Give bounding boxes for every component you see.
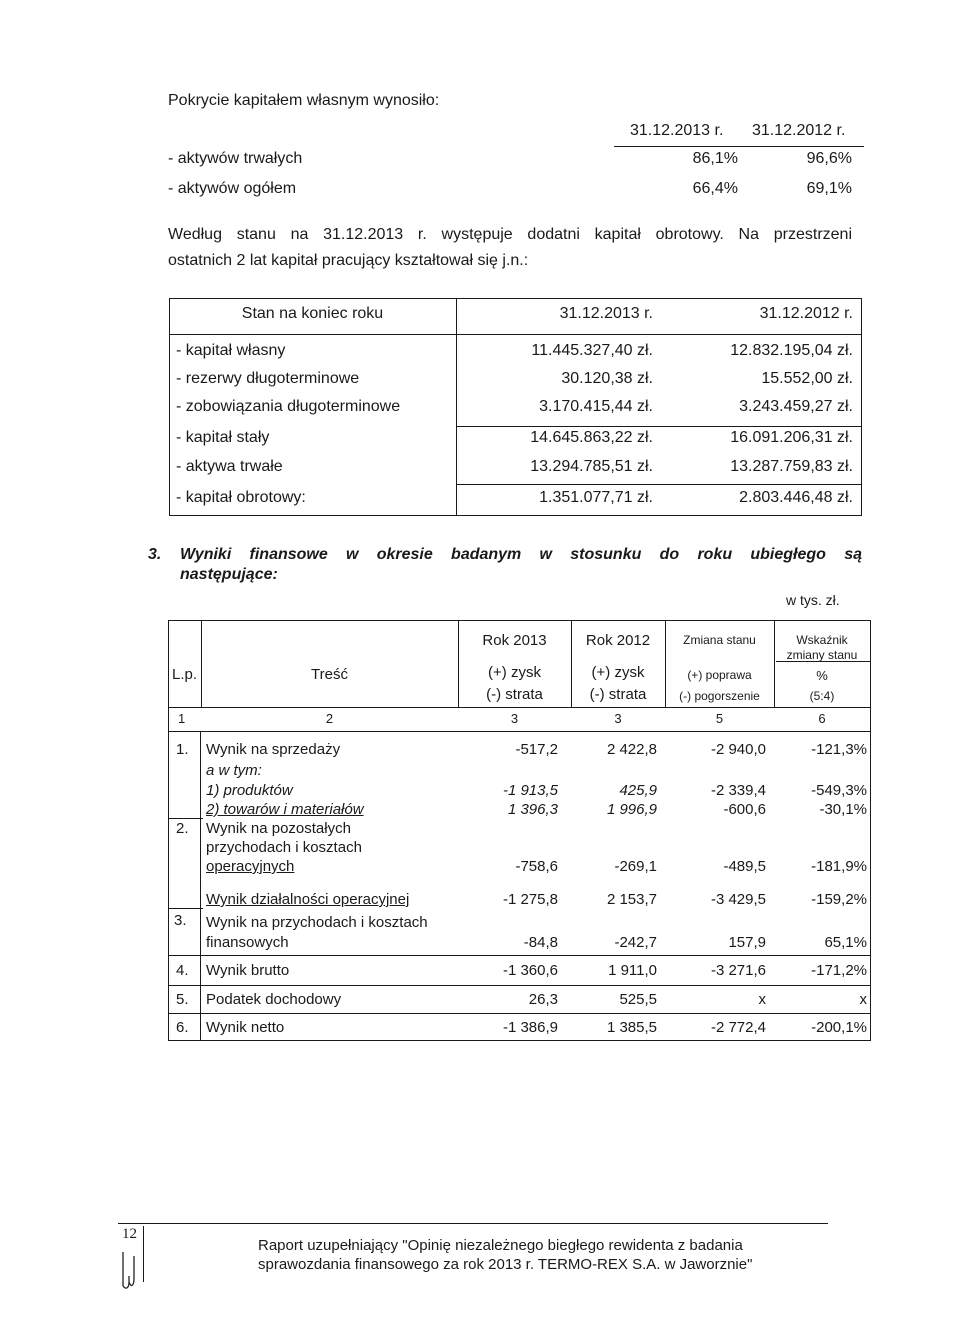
capital-row-value: 2.803.446,48 zł. — [739, 489, 853, 506]
header-strata: (-) strata — [486, 686, 543, 703]
row-label: 2) towarów i materiałów — [206, 801, 364, 818]
section-heading: następujące: — [180, 566, 278, 583]
row-value-2013: -758,6 — [515, 858, 558, 875]
row-lp: 2. — [176, 820, 189, 837]
capital-row-value: 30.120,38 zł. — [561, 370, 653, 387]
header-strata: (-) strata — [589, 686, 647, 703]
column-number: 6 — [818, 711, 826, 726]
header-percent: % — [816, 668, 828, 683]
capital-table-header-rule — [169, 334, 862, 335]
header-pogorszenie: (-) pogorszenie — [679, 689, 760, 703]
row-value-index: x — [859, 991, 867, 1008]
row-label: Wynik na sprzedaży — [206, 741, 341, 758]
header-lp: L.p. — [172, 666, 198, 683]
row-value-index: -549,3% — [811, 782, 867, 799]
header-tresc: Treść — [311, 666, 348, 683]
row-value-2013: -1 360,6 — [502, 962, 558, 979]
column-number: 3 — [614, 711, 622, 726]
capital-table-sum-rule — [456, 484, 862, 485]
capital-row-value: 3.243.459,27 zł. — [739, 398, 853, 415]
row-value-change: -3 271,6 — [710, 962, 766, 979]
results-row-rule — [168, 707, 871, 708]
row-value-index: -30,1% — [819, 801, 867, 818]
section-number: 3. — [148, 546, 162, 563]
row-value-change: -3 429,5 — [710, 891, 766, 908]
coverage-row-value: 96,6% — [806, 150, 852, 167]
row-label: Wynik na pozostałych — [206, 820, 351, 837]
capital-row-value: 11.445.327,40 zł. — [531, 342, 653, 359]
footer-text: sprawozdania finansowego za rok 2013 r. TERMO-REX S.A. w Jaworznie" — [258, 1256, 753, 1273]
row-value-2013: -517,2 — [515, 741, 558, 758]
capital-row-value: 13.287.759,83 zł. — [730, 458, 853, 475]
row-value-index: -200,1% — [811, 1019, 867, 1036]
results-row-rule — [168, 818, 203, 819]
column-number: 5 — [715, 711, 724, 726]
header-rok-2012: Rok 2012 — [585, 632, 651, 649]
row-value-change: -489,5 — [723, 858, 766, 875]
paragraph-line: Według stanu na 31.12.2013 r. występuje dodatni kapitał obrotowy. Na przestrzeni — [168, 226, 852, 243]
header-formula: (5:4) — [809, 689, 835, 703]
results-row-rule — [168, 955, 871, 956]
footer-rule — [118, 1223, 828, 1224]
row-label: finansowych — [206, 934, 289, 951]
capital-row-label: - kapitał obrotowy: — [176, 489, 306, 506]
row-value-2012: 1 996,9 — [606, 801, 657, 818]
capital-row-value: 1.351.077,71 zł. — [539, 489, 653, 506]
row-sub-label: a w tym: — [206, 762, 262, 779]
header-zysk: (+) zysk — [488, 664, 541, 681]
row-value-change: -2 772,4 — [710, 1019, 766, 1036]
footer-text: Raport uzupełniający "Opinię niezależnego biegłego rewidenta z badania — [258, 1237, 743, 1254]
row-value-2013: 1 396,3 — [507, 801, 558, 818]
row-value-2012: 525,5 — [619, 991, 657, 1008]
coverage-row-value: 66,4% — [692, 180, 738, 197]
results-col-rule — [201, 620, 202, 707]
capital-table-sum-rule — [456, 426, 862, 427]
capital-row-label: - kapitał stały — [176, 429, 270, 446]
initials-signature — [118, 1250, 142, 1299]
column-number: 2 — [325, 711, 334, 726]
row-value-2012: 425,9 — [619, 782, 657, 799]
row-value-index: -121,3% — [811, 741, 867, 758]
row-label: 1) produktów — [206, 782, 293, 799]
column-number: 1 — [178, 711, 186, 726]
row-value-2013: -1 913,5 — [502, 782, 558, 799]
row-value-change: -2 339,4 — [710, 782, 766, 799]
row-lp: 5. — [176, 991, 189, 1008]
row-value-change: 157,9 — [728, 934, 766, 951]
capital-row-label: - zobowiązania długoterminowe — [176, 398, 401, 415]
section-heading: Wyniki finansowe w okresie badanym w stosunku do roku ubiegłego są — [180, 546, 862, 563]
row-value-2012: 2 422,8 — [606, 741, 657, 758]
header-poprawa: (+) poprawa — [687, 668, 752, 682]
row-value-index: 65,1% — [824, 934, 867, 951]
page-number: 12 — [122, 1226, 137, 1242]
row-value-2012: 2 153,7 — [606, 891, 657, 908]
header-zmiana: Zmiana stanu — [683, 633, 756, 647]
results-row-rule — [168, 908, 203, 909]
row-value-2013: -84,8 — [523, 934, 558, 951]
header-rok-2013: Rok 2013 — [482, 632, 547, 649]
coverage-col-2013: 31.12.2013 r. — [630, 122, 724, 139]
row-value-index: -171,2% — [811, 962, 867, 979]
row-lp: 4. — [176, 962, 189, 979]
row-label: Wynik brutto — [206, 962, 290, 979]
capital-row-label: - kapitał własny — [176, 342, 286, 359]
results-row-rule — [168, 731, 871, 732]
results-row-rule — [168, 1040, 871, 1041]
row-value-2012: 1 911,0 — [608, 962, 657, 979]
row-value-2012: -242,7 — [614, 934, 657, 951]
row-label: Wynik netto — [206, 1019, 285, 1036]
coverage-row-label: - aktywów trwałych — [168, 150, 303, 167]
row-value-2013: -1 386,9 — [502, 1019, 558, 1036]
row-value-2012: -269,1 — [614, 858, 657, 875]
row-value-2012: 1 385,5 — [606, 1019, 657, 1036]
column-number: 3 — [510, 711, 519, 726]
coverage-col-2012: 31.12.2012 r. — [752, 122, 846, 139]
row-value-change: x — [758, 991, 766, 1008]
capital-row-value: 3.170.415,44 zł. — [539, 398, 653, 415]
footer-side-rule — [143, 1226, 144, 1282]
capital-header-label: Stan na koniec roku — [241, 305, 384, 322]
header-wskaznik: Wskaźnik — [796, 633, 848, 647]
row-label: operacyjnych — [206, 858, 295, 875]
header-zysk: (+) zysk — [591, 664, 645, 681]
row-label: Podatek dochodowy — [206, 991, 342, 1008]
results-row-rule — [168, 985, 871, 986]
capital-header-2013: 31.12.2013 r. — [559, 305, 653, 322]
capital-row-value: 13.294.785,51 zł. — [530, 458, 653, 475]
row-lp: 6. — [176, 1019, 189, 1036]
row-label: przychodach i kosztach — [206, 839, 362, 856]
row-value-change: -2 940,0 — [710, 741, 766, 758]
row-value-2013: -1 275,8 — [502, 891, 558, 908]
results-col-rule — [200, 731, 201, 1040]
results-row-rule — [168, 1013, 871, 1014]
capital-row-label: - aktywa trwałe — [176, 458, 283, 475]
capital-row-value: 14.645.863,22 zł. — [530, 429, 653, 446]
coverage-row-value: 86,1% — [692, 150, 738, 167]
row-value-2013: 26,3 — [528, 991, 558, 1008]
row-lp: 3. — [174, 912, 187, 929]
header-wskaznik: zmiany stanu — [786, 648, 858, 662]
row-value-index: -181,9% — [811, 858, 867, 875]
capital-row-value: 15.552,00 zł. — [761, 370, 853, 387]
coverage-title: Pokrycie kapitałem własnym wynosiło: — [168, 92, 440, 109]
row-label: Wynik działalności operacyjnej — [206, 891, 410, 908]
capital-header-2012: 31.12.2012 r. — [759, 305, 853, 322]
capital-row-value: 16.091.206,31 zł. — [730, 429, 853, 446]
coverage-row-label: - aktywów ogółem — [168, 180, 297, 197]
capital-row-value: 12.832.195,04 zł. — [730, 342, 853, 359]
row-value-change: -600,6 — [723, 801, 766, 818]
row-lp: 1. — [176, 741, 189, 758]
paragraph-line: ostatnich 2 lat kapitał pracujący kształtował się j.n.: — [168, 252, 529, 269]
row-label: Wynik na przychodach i kosztach — [206, 914, 428, 931]
unit-label: w tys. zł. — [786, 592, 840, 608]
capital-row-label: - rezerwy długoterminowe — [176, 370, 360, 387]
row-value-index: -159,2% — [811, 891, 867, 908]
coverage-row-value: 69,1% — [806, 180, 852, 197]
coverage-header-rule — [614, 146, 864, 147]
